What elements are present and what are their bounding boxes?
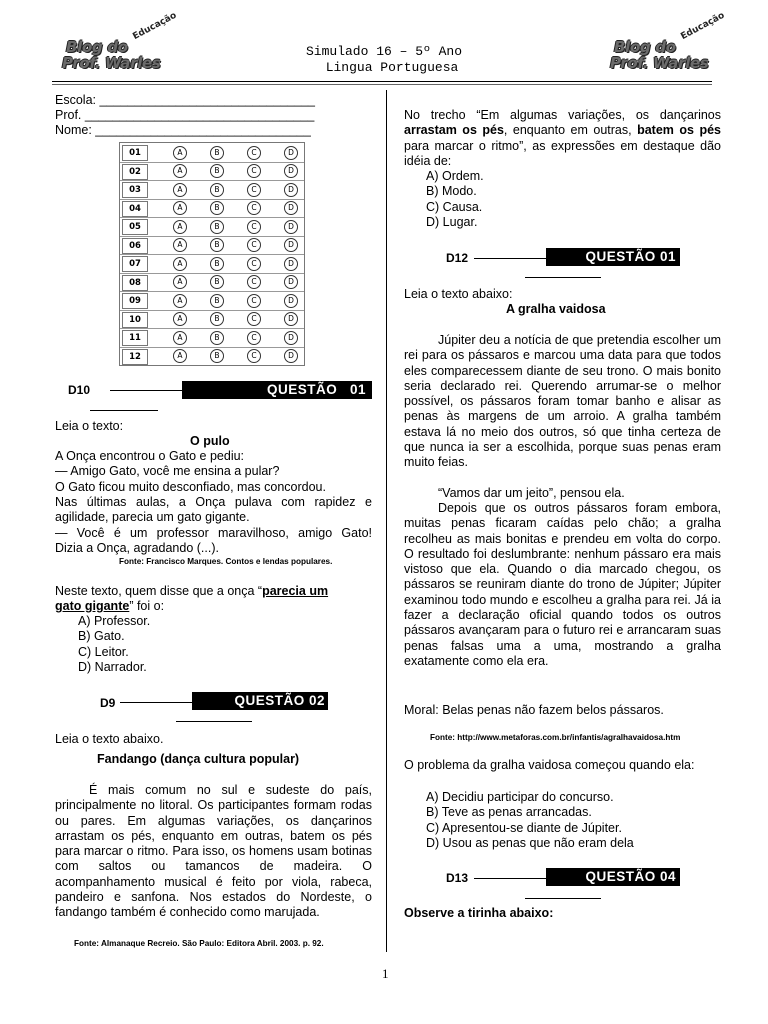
text-title: A gralha vaidosa (506, 302, 606, 316)
answer-bubble[interactable]: C (247, 275, 261, 289)
answer-bubble[interactable]: D (284, 331, 298, 345)
story-line: O Gato ficou muito desconfiado, mas concordou. (55, 479, 326, 494)
intro-text: Observe a tirinha abaixo: (404, 906, 554, 920)
answer-bubble[interactable]: D (284, 201, 298, 215)
text-title: O pulo (190, 434, 230, 448)
answer-bubble[interactable]: C (247, 183, 261, 197)
logo-badge: Educação (131, 10, 179, 42)
grid-separator (120, 180, 304, 181)
story-line: Dizia a Onça, agradando (...). (55, 540, 219, 555)
question-heading-text: QUESTÃO 04 (585, 869, 676, 884)
answer-bubble[interactable]: A (173, 275, 187, 289)
answer-option[interactable]: B) Gato. (78, 629, 125, 644)
answer-bubble[interactable]: B (210, 312, 224, 326)
grid-separator (120, 291, 304, 292)
question-underline (525, 277, 601, 278)
logo-line2: Prof. Warles (62, 54, 161, 72)
answer-option[interactable]: D) Narrador. (78, 659, 147, 674)
answer-bubble[interactable]: D (284, 275, 298, 289)
answer-row (120, 180, 304, 199)
answer-option[interactable]: B) Teve as penas arrancadas. (426, 805, 592, 820)
page-subtitle: Lingua Portuguesa (325, 60, 459, 75)
answer-bubble[interactable]: B (210, 257, 224, 271)
story-paragraph: Depois que os outros pássaros foram embora, muitas penas ficaram caídas pelo chão; a gralha recolheu as mais bonitas e prendeu em volta do corpo. O resultado foi deslumbrante: nenhum pássaro era mais vistoso que ela. Quando o dia marcado chegou, os pássaros se reuniram diante do trono de Júpiter; Júpiter examinou todo mundo e escolheu a gralha para rei. Já ia fazer a declaração oficial quando todos os outros pássaros avançaram para o futuro rei e arrancaram suas penas falsas uma a uma, mostrando a gralha exatamente como ela era. (404, 501, 721, 668)
answer-row (120, 291, 304, 310)
answer-row-number: 02 (122, 164, 148, 180)
grid-separator (120, 199, 304, 200)
grid-separator (120, 254, 304, 255)
answer-option[interactable]: C) Apresentou-se diante de Júpiter. (426, 820, 622, 835)
header-rule (52, 81, 712, 82)
story-paragraph: Júpiter deu a notícia de que pretendia escolher um rei para os pássaros e marcou uma data para que todos eles comparecessem diante de seu trono. O mais bonito seria declarado rei. Querendo arrumar-se o melhor possível, os pássaros foram tomar banho e alisar as penas às margens de um arroio. A gralha também estava lá no meio dos outros, só que tinha certeza de que nunca ia ser a escolhida, porque suas penas eram muito feias. (404, 333, 721, 470)
answer-bubble[interactable]: C (247, 201, 261, 215)
answer-row (120, 236, 304, 255)
answer-row-number: 01 (122, 145, 148, 161)
answer-row (120, 199, 304, 218)
answer-bubble[interactable]: A (173, 146, 187, 160)
question-heading (546, 868, 680, 886)
page-number: 1 (382, 966, 389, 981)
answer-bubble[interactable]: B (210, 275, 224, 289)
escola-field[interactable]: Escola: _______________________________ (55, 93, 315, 107)
answer-row-number: 06 (122, 238, 148, 254)
answer-bubble[interactable]: A (173, 183, 187, 197)
answer-row-number: 10 (122, 312, 148, 328)
question-text-line2: gato gigante” foi o: (55, 599, 165, 613)
page-title: Simulado 16 – 5º Ano (305, 44, 463, 59)
answer-row-number: 04 (122, 201, 148, 217)
column-divider (386, 90, 387, 952)
answer-row-number: 12 (122, 349, 148, 365)
answer-option[interactable]: A) Decidiu participar do concurso. (426, 790, 614, 804)
descriptor-line (110, 390, 182, 391)
answer-bubble[interactable]: D (284, 294, 298, 308)
story-paragraph: É mais comum no sul e sudeste do país, principalmente no litoral. Os participantes formam rodas ou pares. Em algumas variações, os dançarinos arrastam os pés, enquanto em outras, batem os pés para marcar o ritmo. Para isso, os homens usam botinas com saltos ou tamancos de madeira. O acompanhamento musical é feito por viola, rabeca, pandeiro e sanfona. Nos estados do Nordeste, o fandango também é conhecido como marujada. (55, 783, 372, 920)
grid-separator (120, 328, 304, 329)
descriptor-line (474, 878, 546, 879)
answer-row (120, 143, 304, 162)
answer-row (120, 328, 304, 347)
answer-row-number: 03 (122, 182, 148, 198)
logo-line1: Blog do (614, 38, 676, 56)
question-underline (90, 410, 158, 411)
answer-bubble[interactable]: B (210, 349, 224, 363)
answer-row (120, 273, 304, 292)
question-heading-text: QUESTÃO 02 (234, 693, 325, 708)
answer-row-number: 11 (122, 330, 148, 346)
answer-bubble[interactable]: C (247, 331, 261, 345)
nome-field[interactable]: Nome: _______________________________ (55, 123, 311, 137)
moral-text: Moral: Belas penas não fazem belos pássaros. (404, 703, 664, 717)
question-heading-text: QUESTÃO 01 (585, 249, 676, 264)
question-underline (525, 898, 601, 899)
story-line: A Onça encontrou o Gato e pediu: (55, 449, 245, 463)
answer-bubble[interactable]: A (173, 164, 187, 178)
answer-row-number: 09 (122, 293, 148, 309)
answer-row (120, 310, 304, 329)
grid-separator (120, 273, 304, 274)
intro-text: Leia o texto abaixo: (404, 287, 513, 301)
answer-option[interactable]: A) Professor. (78, 614, 151, 628)
question-text: O problema da gralha vaidosa começou quando ela: (404, 758, 695, 772)
answer-bubble[interactable]: B (210, 220, 224, 234)
source-citation: Fonte: Francisco Marques. Contos e lendas populares. (119, 557, 333, 566)
answer-bubble[interactable]: C (247, 164, 261, 178)
intro-text: Leia o texto: (55, 419, 124, 433)
answer-row (120, 347, 304, 366)
question-heading (546, 248, 680, 266)
answer-option[interactable]: C) Leitor. (78, 644, 129, 659)
answer-bubble[interactable]: A (173, 220, 187, 234)
answer-option[interactable]: B) Modo. (426, 184, 477, 199)
answer-bubble[interactable]: D (284, 183, 298, 197)
answer-option[interactable]: A) Ordem. (426, 169, 484, 183)
descriptor-line (474, 258, 546, 259)
descriptor-label: D13 (446, 871, 469, 885)
answer-bubble[interactable]: D (284, 257, 298, 271)
intro-text: Leia o texto abaixo. (55, 732, 164, 746)
answer-row-number: 05 (122, 219, 148, 235)
answer-bubble[interactable]: D (284, 220, 298, 234)
source-citation: Fonte: Almanaque Recreio. São Paulo: Editora Abril. 2003. p. 92. (74, 939, 324, 948)
answer-bubble[interactable]: B (210, 238, 224, 252)
answer-bubble[interactable]: D (284, 349, 298, 363)
grid-separator (120, 217, 304, 218)
answer-bubble[interactable]: A (173, 312, 187, 326)
story-paragraph: “Vamos dar um jeito”, pensou ela. (438, 486, 625, 500)
answer-bubble[interactable]: D (284, 164, 298, 178)
logo-line1: Blog do (66, 38, 128, 56)
answer-bubble[interactable]: C (247, 257, 261, 271)
grid-separator (120, 162, 304, 163)
grid-separator (120, 347, 304, 348)
answer-bubble[interactable]: C (247, 146, 261, 160)
answer-bubble[interactable]: A (173, 201, 187, 215)
answer-bubble[interactable]: A (173, 257, 187, 271)
grid-separator (120, 236, 304, 237)
answer-bubble[interactable]: B (210, 331, 224, 345)
question-heading-text: QUESTÃO 01 (266, 382, 366, 397)
descriptor-label: D12 (446, 251, 469, 265)
source-citation: Fonte: http://www.metaforas.com.br/infantis/agralhavaidosa.htm (430, 733, 681, 742)
answer-bubble[interactable]: D (284, 146, 298, 160)
answer-bubble[interactable]: C (247, 312, 261, 326)
answer-bubble[interactable]: D (284, 312, 298, 326)
answer-bubble[interactable]: A (173, 331, 187, 345)
answer-bubble[interactable]: D (284, 238, 298, 252)
story-line: Nas últimas aulas, a Onça pulava com rapidez e (55, 494, 372, 509)
text-title: Fandango (dança cultura popular) (97, 752, 300, 766)
prof-field[interactable]: Prof. _________________________________ (55, 108, 315, 122)
answer-row (120, 162, 304, 181)
answer-bubble[interactable]: B (210, 146, 224, 160)
answer-option[interactable]: D) Usou as penas que não eram dela (426, 835, 634, 850)
descriptor-label: D10 (68, 383, 91, 397)
story-line: — Amigo Gato, você me ensina a pular? (55, 464, 280, 479)
answer-bubble[interactable]: A (173, 238, 187, 252)
answer-option[interactable]: D) Lugar. (426, 214, 478, 229)
question-text: Neste texto, quem disse que a onça “parecia um (55, 584, 329, 598)
descriptor-label: D9 (100, 696, 116, 710)
answer-grid (119, 142, 305, 366)
answer-option[interactable]: C) Causa. (426, 199, 483, 214)
answer-bubble[interactable]: B (210, 294, 224, 308)
question-underline (176, 721, 252, 722)
answer-bubble[interactable]: A (173, 349, 187, 363)
answer-bubble[interactable]: C (247, 220, 261, 234)
question-heading (182, 381, 372, 399)
answer-row-number: 07 (122, 256, 148, 272)
answer-bubble[interactable]: A (173, 294, 187, 308)
story-line: — Você é um professor maravilhoso, amigo Gato! (55, 525, 372, 540)
answer-bubble[interactable]: B (210, 183, 224, 197)
answer-row-number: 08 (122, 275, 148, 291)
question-heading (192, 692, 328, 710)
logo-line2: Prof. Warles (610, 54, 709, 72)
grid-separator (120, 310, 304, 311)
answer-row (120, 217, 304, 236)
answer-bubble[interactable]: B (210, 201, 224, 215)
logo-badge: Educação (679, 10, 727, 42)
header-rule-thin (52, 84, 712, 85)
answer-bubble[interactable]: C (247, 238, 261, 252)
descriptor-line (120, 702, 192, 703)
answer-bubble[interactable]: C (247, 349, 261, 363)
question-text: No trecho “Em algumas variações, os dançarinos arrastam os pés, enquanto em outras, batem os pés para marcar o ritmo”, as expressões em destaque dão idéia de: (404, 108, 721, 168)
answer-bubble[interactable]: B (210, 164, 224, 178)
story-line: agilidade, parecia um gato gigante. (55, 510, 250, 525)
answer-row (120, 254, 304, 273)
answer-bubble[interactable]: C (247, 294, 261, 308)
